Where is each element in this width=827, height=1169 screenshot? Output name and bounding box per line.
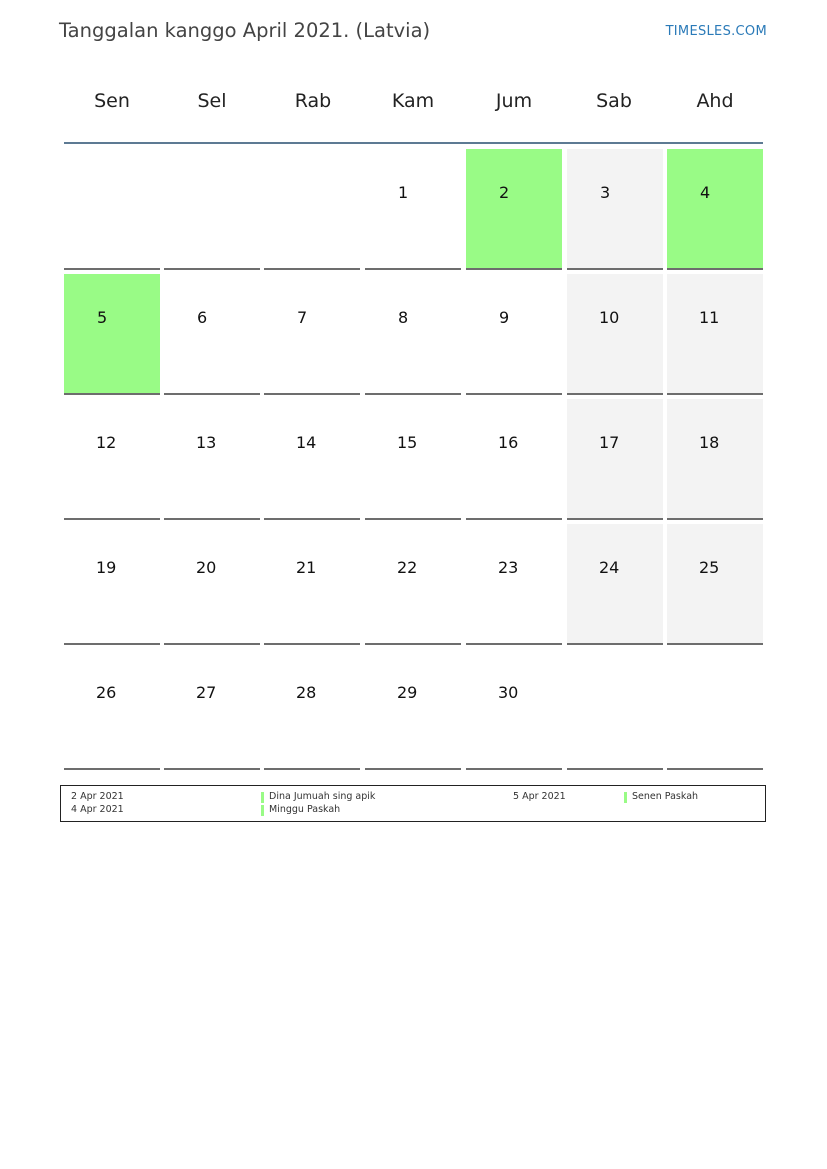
empty-day-cell bbox=[567, 649, 663, 770]
day-number: 21 bbox=[296, 558, 317, 577]
day-cell-1[interactable] bbox=[365, 149, 461, 270]
holiday-legend bbox=[60, 785, 766, 822]
day-cell-2[interactable] bbox=[466, 149, 562, 270]
day-number: 19 bbox=[96, 558, 117, 577]
legend-color-bar bbox=[261, 805, 264, 816]
legend-date: 4 Apr 2021 bbox=[71, 804, 124, 815]
day-cell-19[interactable] bbox=[64, 524, 160, 645]
day-number: 12 bbox=[96, 433, 117, 452]
weekday-label: Kam bbox=[391, 90, 435, 112]
day-number: 18 bbox=[699, 433, 720, 452]
day-number: 1 bbox=[398, 183, 409, 202]
day-cell-10[interactable] bbox=[567, 274, 663, 395]
legend-holiday-name: Minggu Paskah bbox=[269, 804, 341, 815]
day-number: 24 bbox=[599, 558, 620, 577]
brand-link[interactable]: TIMESLES.COM bbox=[665, 24, 767, 39]
day-cell-5[interactable] bbox=[64, 274, 160, 395]
day-number: 6 bbox=[197, 308, 208, 327]
day-cell-4[interactable] bbox=[667, 149, 763, 270]
empty-day-cell bbox=[264, 149, 360, 270]
day-cell-8[interactable] bbox=[365, 274, 461, 395]
day-cell-7[interactable] bbox=[264, 274, 360, 395]
day-number: 10 bbox=[599, 308, 620, 327]
day-cell-27[interactable] bbox=[164, 649, 260, 770]
day-cell-3[interactable] bbox=[567, 149, 663, 270]
weekday-label: Sen bbox=[94, 90, 130, 112]
day-number: 13 bbox=[196, 433, 217, 452]
day-cell-29[interactable] bbox=[365, 649, 461, 770]
day-number: 14 bbox=[296, 433, 317, 452]
weekday-label: Sab bbox=[596, 90, 632, 112]
day-number: 2 bbox=[499, 183, 510, 202]
day-cell-20[interactable] bbox=[164, 524, 260, 645]
day-cell-11[interactable] bbox=[667, 274, 763, 395]
day-number: 27 bbox=[196, 683, 217, 702]
day-number: 25 bbox=[699, 558, 720, 577]
day-number: 20 bbox=[196, 558, 217, 577]
legend-holiday-name: Dina Jumuah sing apik bbox=[269, 791, 376, 802]
day-number: 9 bbox=[499, 308, 510, 327]
day-cell-16[interactable] bbox=[466, 399, 562, 520]
weekday-header-row bbox=[62, 90, 765, 120]
day-number: 26 bbox=[96, 683, 117, 702]
day-cell-30[interactable] bbox=[466, 649, 562, 770]
day-number: 4 bbox=[700, 183, 711, 202]
day-number: 5 bbox=[97, 308, 108, 327]
day-cell-26[interactable] bbox=[64, 649, 160, 770]
empty-day-cell bbox=[667, 649, 763, 770]
legend-date: 5 Apr 2021 bbox=[513, 791, 566, 802]
weekday-label: Sel bbox=[197, 90, 227, 112]
day-cell-14[interactable] bbox=[264, 399, 360, 520]
calendar-title: Tanggalan kanggo April 2021. (Latvia) bbox=[59, 19, 431, 42]
day-cell-28[interactable] bbox=[264, 649, 360, 770]
day-number: 22 bbox=[397, 558, 418, 577]
day-number: 3 bbox=[600, 183, 611, 202]
day-cell-9[interactable] bbox=[466, 274, 562, 395]
legend-color-bar bbox=[624, 792, 627, 803]
day-cell-15[interactable] bbox=[365, 399, 461, 520]
weekday-label: Rab bbox=[294, 90, 332, 112]
empty-day-cell bbox=[64, 149, 160, 270]
day-number: 23 bbox=[498, 558, 519, 577]
day-cell-18[interactable] bbox=[667, 399, 763, 520]
day-cell-23[interactable] bbox=[466, 524, 562, 645]
legend-color-bar bbox=[261, 792, 264, 803]
day-cell-25[interactable] bbox=[667, 524, 763, 645]
day-number: 16 bbox=[498, 433, 519, 452]
day-cell-24[interactable] bbox=[567, 524, 663, 645]
day-number: 29 bbox=[397, 683, 418, 702]
day-number: 8 bbox=[398, 308, 409, 327]
day-cell-17[interactable] bbox=[567, 399, 663, 520]
day-cell-12[interactable] bbox=[64, 399, 160, 520]
day-cell-6[interactable] bbox=[164, 274, 260, 395]
day-number: 11 bbox=[699, 308, 720, 327]
day-number: 28 bbox=[296, 683, 317, 702]
day-number: 7 bbox=[297, 308, 308, 327]
header-divider bbox=[64, 142, 763, 144]
weekday-label: Ahd bbox=[696, 90, 734, 112]
empty-day-cell bbox=[164, 149, 260, 270]
day-number: 17 bbox=[599, 433, 620, 452]
legend-date: 2 Apr 2021 bbox=[71, 791, 124, 802]
day-cell-21[interactable] bbox=[264, 524, 360, 645]
day-cell-13[interactable] bbox=[164, 399, 260, 520]
day-number: 15 bbox=[397, 433, 418, 452]
legend-holiday-name: Senen Paskah bbox=[632, 791, 699, 802]
weekday-label: Jum bbox=[495, 90, 533, 112]
day-cell-22[interactable] bbox=[365, 524, 461, 645]
day-number: 30 bbox=[498, 683, 519, 702]
